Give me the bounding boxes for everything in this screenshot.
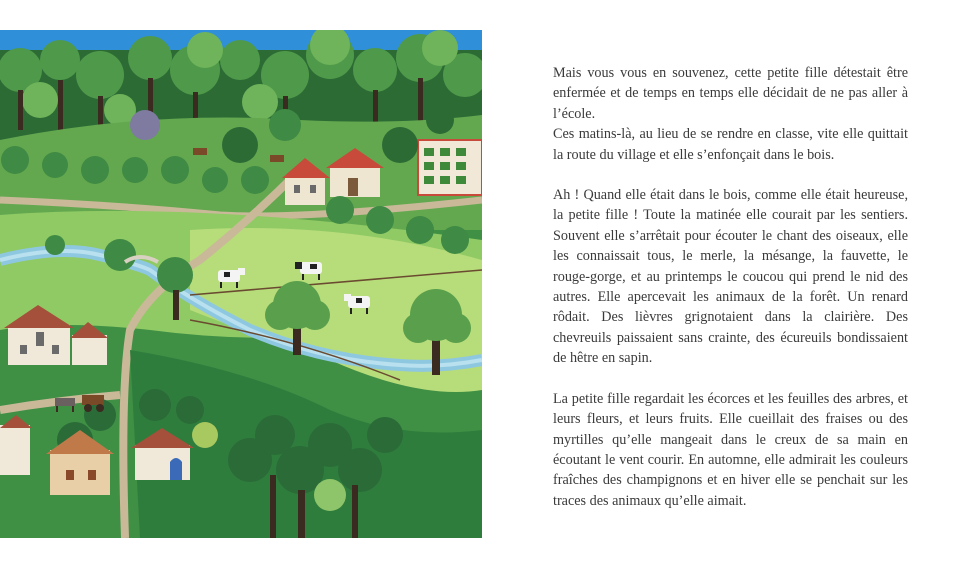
paragraph-gap: [553, 369, 908, 389]
paragraph-2: Ces matins-là, au lieu de se rendre en classe, vite elle quittait la route du village et elle s’enfonçait dans le bois.: [553, 126, 908, 163]
paragraph-3: Ah ! Quand elle était dans le bois, comme elle était heureuse, la petite fille ! Toute la matinée elle courait par les sentiers. Souvent elle s’arrêtait pour écouter le chant des oiseaux, elle les connaissait tous, le merle, la mésange, la fauvette, le rouge-gorge, et au printemps le coucou qui prend le nid des autres. Elle apercevait les animaux de la forêt. Un renard rôdait. Des lièvres grignotaient dans la clairière. Des chevreuils paissaient sans crainte, des écureuils bondissaient de hêtre en sapin.: [553, 187, 908, 367]
village-illustration: [0, 30, 482, 538]
paragraph-4: La petite fille regardait les écorces et les feuilles des arbres, et leurs fleurs, et leurs fruits. Elle cueillait des fraises ou des myrtilles qu’elle mangeait dans le creux de sa main en écoutant le vent courir. En automne, elle admirait les couleurs fraîches des champignons et en hiver elle se penchait sur les traces des animaux qu’elle aimait.: [553, 390, 908, 509]
paragraph-1: Mais vous vous en souvenez, cette petite fille détestait être enfermée et de temps en temps elle décidait de ne pas aller à l’école.: [553, 65, 908, 122]
paragraph-gap: [553, 165, 908, 185]
story-text: [553, 63, 908, 511]
village-countryside-illustration-icon: [0, 30, 482, 538]
